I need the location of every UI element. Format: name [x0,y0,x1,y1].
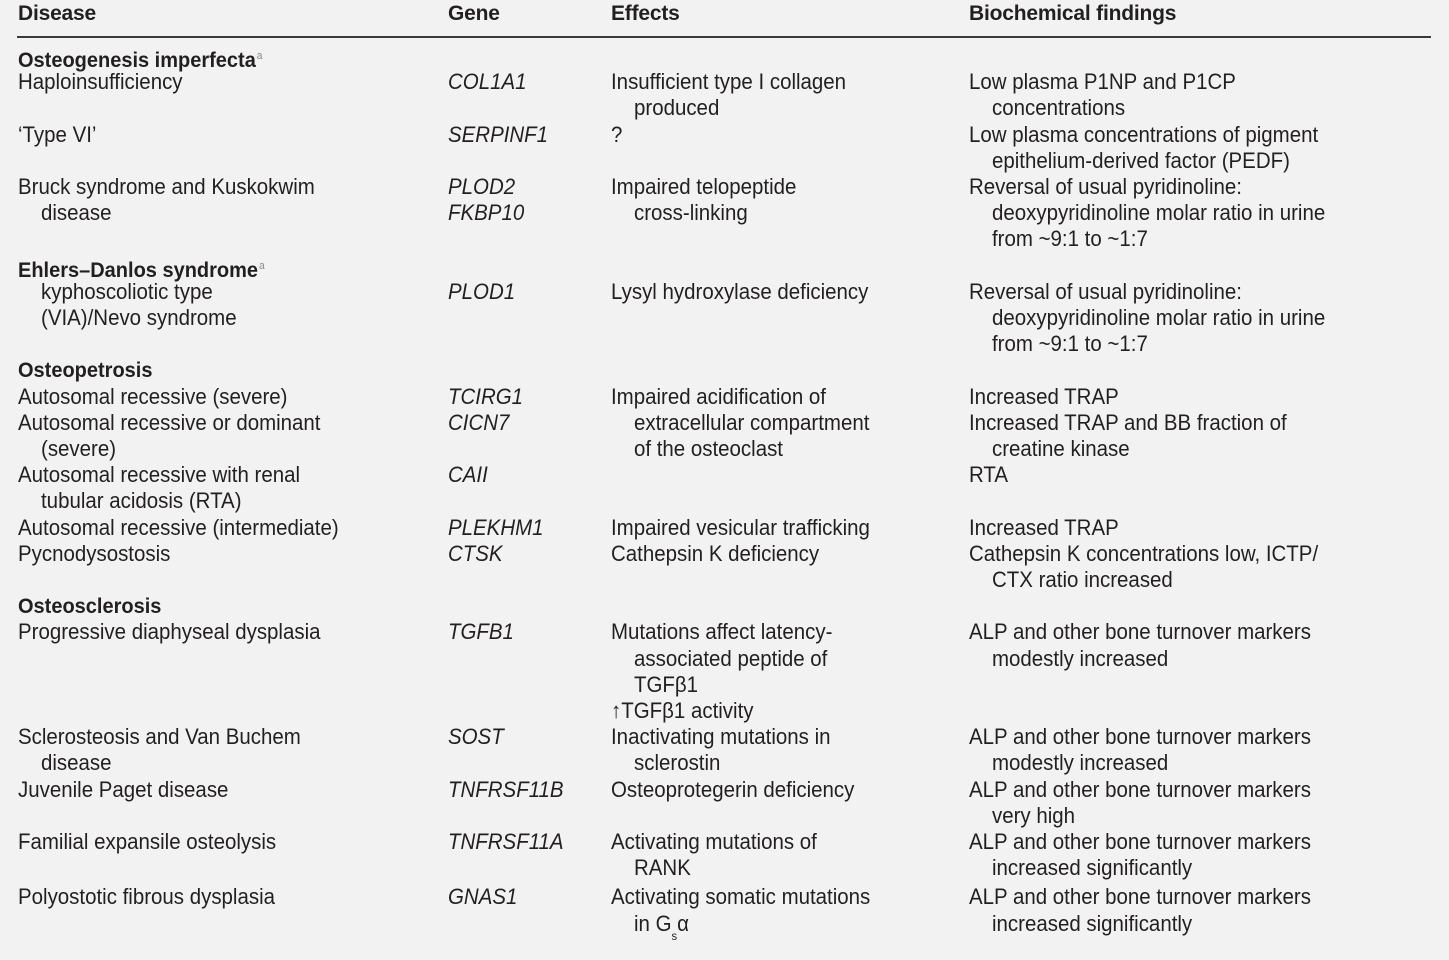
disease-line [18,69,195,95]
header-rule [17,36,1431,38]
biochemical-line [969,803,1337,829]
effects-line [611,698,849,724]
effects-cell [611,777,873,803]
effects-line-text: TGFβ1 [634,671,699,697]
gene-line [448,462,491,488]
gene-line-text: CAII [448,462,488,488]
gene-line [448,384,529,410]
biochemical-line-text: ALP and other bone turnover markers [969,776,1311,802]
biochemical-line-text: ALP and other bone turnover markers [969,884,1311,910]
effects-line [611,750,847,776]
disease-cell [18,777,244,803]
section-heading [18,357,163,383]
biochemical-line-text: from ~9:1 to ~1:7 [992,331,1148,357]
gene-line-text: SERPINF1 [448,121,549,147]
gene-line-text: PLOD2 [448,174,516,199]
effects-line [611,174,810,200]
disease-line [18,462,321,488]
biochemical-line-text: Reversal of usual pyridinoline: [969,278,1242,304]
biochemical-line-text: concentrations [992,95,1126,121]
effects-line-text: cross-linking [634,200,748,226]
effects-line [611,884,890,910]
disease-line [18,200,337,226]
effects-line-text: Activating somatic mutations [611,884,871,910]
biochemical-line [969,515,1130,541]
gene-cell [448,884,523,910]
biochemical-cell [969,462,1011,488]
biochemical-cell [969,69,1256,121]
disease-line-text: Progressive diaphyseal dysplasia [18,619,321,645]
gene-line [448,777,572,803]
disease-cell [18,384,308,410]
disease-line [18,884,294,910]
biochemical-line-text: modestly increased [992,750,1169,776]
gene-line-text: PLEKHM1 [448,514,544,540]
biochemical-line [969,279,1350,305]
disease-line [18,384,308,410]
disease-line-text: Sclerosteosis and Van Buchem [18,724,301,750]
effects-cell [611,541,835,567]
effects-line-text: sclerostin [634,750,721,776]
biochemical-line [969,122,1344,148]
disease-line [18,488,321,514]
gene-line [448,724,508,750]
biochemical-cell [969,410,1311,462]
disease-line-text: Familial expansile osteolysis [18,829,277,854]
biochemical-line [969,829,1337,855]
gene-line-text: PLOD1 [448,278,516,304]
biochemical-cell [969,724,1337,776]
biochemical-cell [969,279,1350,358]
gene-line-text: GNAS1 [448,884,518,910]
disease-cell [18,279,251,331]
biochemical-line [969,95,1256,121]
disease-line-text: Juvenile Paget disease [18,776,229,802]
disease-cell [18,462,321,514]
biochemical-line-text: ALP and other bone turnover markers [969,724,1311,750]
effects-line-text: RANK [634,855,691,881]
gene-line [448,200,530,226]
gene-line-text: FKBP10 [448,200,525,226]
gene-line [448,174,530,200]
disease-line-text: Autosomal recessive or dominant [18,409,321,435]
effects-line-text: produced [634,95,720,121]
gene-cell [448,515,551,541]
biochemical-line [969,619,1337,645]
disease-line [18,777,244,803]
column-header-biochemical-findings: Biochemical findings [969,2,1177,25]
effects-cell [611,724,847,776]
effects-line [611,279,888,305]
effects-line-text: ↑TGFβ1 activity [611,698,754,723]
effects-line-text: of the osteoclast [634,436,784,461]
biochemical-line-text: epithelium-derived factor (PEDF) [992,147,1290,173]
gene-line-text: CICN7 [448,409,510,435]
subscript-s: s [671,928,678,943]
section-heading-text: Osteopetrosis [18,358,153,383]
biochemical-line-text: creatine kinase [992,436,1130,461]
disease-line-text: Bruck syndrome and Kuskokwim [18,174,315,199]
gene-line-text: TNFRSF11A [448,829,564,854]
disease-line [18,724,322,750]
gene-cell [448,462,491,488]
effects-line-text: Impaired vesicular trafficking [611,514,870,540]
effects-line-text: Mutations affect latency- [611,619,833,645]
effects-cell [611,174,810,226]
biochemical-line [969,148,1344,174]
disease-line [18,410,343,436]
biochemical-line-text: deoxypyridinoline molar ratio in urine [992,200,1326,226]
gene-cell [448,829,572,855]
gene-line-text: CTSK [448,540,503,566]
effects-line [611,69,864,95]
disease-cell [18,174,337,226]
disease-line-text: Haploinsufficiency [18,69,183,95]
biochemical-cell [969,884,1337,936]
biochemical-line-text: increased significantly [992,855,1193,881]
effects-line [611,619,849,645]
biochemical-line-text: Low plasma P1NP and P1CP [969,69,1236,95]
disease-line-text: Autosomal recessive with renal [18,462,301,488]
effects-line [611,436,887,462]
gene-line [448,619,519,645]
disease-line-text: Pycnodysostosis [18,540,171,566]
biochemical-cell [969,541,1344,593]
biochemical-line-text: ALP and other bone turnover markers [969,619,1311,645]
biochemical-line-text: ALP and other bone turnover markers [969,829,1311,854]
biochemical-cell [969,619,1337,671]
gene-line [448,829,572,855]
gene-line [448,884,523,910]
effects-line [611,541,835,567]
gene-cell [448,619,519,645]
effects-line-text: associated peptide of [634,645,828,671]
effects-line-text: Impaired acidification of [611,383,826,409]
effects-line [611,646,849,672]
biochemical-line-text: Increased TRAP [969,514,1119,540]
biochemical-line-text: from ~9:1 to ~1:7 [992,226,1148,252]
effects-cell [611,384,887,463]
section-heading-text: Ehlers–Danlos syndrome$^a$ [18,257,265,282]
section-heading-text: Osteogenesis imperfecta$^a$ [18,48,263,73]
disease-line [18,279,251,305]
disease-cell [18,515,363,541]
disease-line [18,829,296,855]
effects-cell [611,515,889,541]
effects-text: in G [634,910,672,936]
biochemical-line [969,855,1337,881]
effects-line-text: ? [611,121,623,147]
biochemical-line [969,305,1350,331]
disease-line-text: Polyostotic fibrous dysplasia [18,884,276,910]
effects-line-text: Activating mutations of [611,829,817,854]
disease-cell [18,122,102,148]
biochemical-line [969,436,1311,462]
biochemical-line [969,884,1337,910]
footnote-marker: a [258,259,265,272]
biochemical-cell [969,384,1130,410]
biochemical-line [969,541,1344,567]
disease-line-text: Autosomal recessive (severe) [18,383,288,409]
effects-line-text: Inactivating mutations in [611,724,831,750]
effects-line-text: Insufficient type I collagen [611,69,847,95]
disease-cell [18,541,182,567]
effects-line [611,95,864,121]
effects-cell [611,884,890,945]
effects-line [611,122,623,148]
biochemical-line [969,567,1344,593]
biochemical-line-text: Increased TRAP and BB fraction of [969,409,1287,435]
disease-line [18,619,343,645]
biochemical-line [969,646,1337,672]
effects-line [611,410,887,436]
biochemical-line [969,174,1350,200]
biochemical-line-text: Reversal of usual pyridinoline: [969,174,1242,199]
alpha-symbol: α [677,910,689,936]
biochemical-line-text: Increased TRAP [969,383,1119,409]
biochemical-cell [969,515,1130,541]
effects-cell [611,829,832,881]
disease-line [18,305,251,331]
disease-line-text: Autosomal recessive (intermediate) [18,514,339,540]
disease-line-text: ‘Type VI’ [18,121,97,147]
effects-line [611,911,890,946]
biochemical-line [969,462,1011,488]
biochemical-line [969,410,1311,436]
biochemical-line [969,724,1337,750]
biochemical-line [969,200,1350,226]
disease-line-text: disease [41,750,112,776]
gene-line-text: TNFRSF11B [448,776,564,802]
biochemical-line [969,384,1130,410]
effects-line-text: Osteoprotegerin deficiency [611,776,855,802]
biochemical-line-text: deoxypyridinoline molar ratio in urine [992,305,1326,330]
effects-line-text: Lysyl hydroxylase deficiency [611,278,869,304]
biochemical-line [969,911,1337,937]
disease-cell [18,829,296,855]
disease-cell [18,69,195,95]
gene-line [448,279,520,305]
biochemical-line [969,69,1256,95]
column-header-effects: Effects [611,2,680,25]
disease-line-text: (VIA)/Nevo syndrome [41,305,237,330]
disease-line [18,122,102,148]
disease-line-text: (severe) [41,436,117,461]
effects-line [611,672,849,698]
biochemical-line-text: increased significantly [992,910,1193,936]
effects-cell [611,279,888,305]
disease-cell [18,619,343,645]
effects-cell [611,69,864,121]
gene-cell [448,410,514,436]
biochemical-cell [969,174,1350,253]
gene-cell [448,174,530,226]
biochemical-line-text: very high [992,802,1076,828]
biochemical-line-text: modestly increased [992,645,1169,671]
gene-line-text: COL1A1 [448,69,527,95]
gene-line-text: TGFB1 [448,619,514,645]
disease-line-text: disease [41,200,112,226]
column-header-gene: Gene [448,2,500,25]
biochemical-line [969,750,1337,776]
disease-cell [18,410,343,462]
effects-line-text: Cathepsin K deficiency [611,540,820,566]
effects-line [611,384,887,410]
effects-line [611,777,873,803]
gene-line [448,122,556,148]
gene-line [448,69,532,95]
section-heading [18,593,172,619]
disease-line [18,541,182,567]
disease-line [18,750,322,776]
effects-cell [611,619,849,724]
gene-cell [448,69,532,95]
gene-cell [448,777,572,803]
biochemical-line [969,777,1337,803]
disease-line-text: tubular acidosis (RTA) [41,488,242,514]
biochemical-line-text: RTA [969,462,1009,488]
biochemical-cell [969,122,1344,174]
column-header-disease: Disease [18,2,96,25]
disease-line [18,174,337,200]
gene-cell [448,384,529,410]
gene-line [448,515,551,541]
disease-line-text: kyphoscoliotic type [41,278,213,304]
effects-line [611,829,832,855]
gene-line-text: SOST [448,724,504,750]
effects-line-text: Impaired telopeptide [611,174,797,199]
gene-cell [448,724,508,750]
biochemical-line [969,331,1350,357]
effects-line [611,200,810,226]
biochemical-cell [969,829,1337,881]
disease-line [18,436,343,462]
gene-cell [448,122,556,148]
biochemical-line-text: Low plasma concentrations of pigment [969,121,1319,147]
effects-line-text: extracellular compartment [634,409,870,435]
gene-line [448,410,514,436]
effects-cell [611,122,623,148]
section-heading-text: Osteosclerosis [18,594,162,619]
effects-line [611,724,847,750]
gene-cell [448,279,520,305]
biochemical-line-text: Cathepsin K concentrations low, ICTP/ [969,540,1319,566]
gene-cell [448,541,507,567]
effects-line [611,855,832,881]
disease-cell [18,884,294,910]
disease-cell [18,724,322,776]
biochemical-line-text: CTX ratio increased [992,567,1173,592]
biochemical-cell [969,777,1337,829]
footnote-marker: a [256,50,263,62]
gene-line [448,541,507,567]
effects-line [611,515,889,541]
disease-line [18,515,363,541]
gene-line-text: TCIRG1 [448,383,524,409]
biochemical-line [969,226,1350,252]
